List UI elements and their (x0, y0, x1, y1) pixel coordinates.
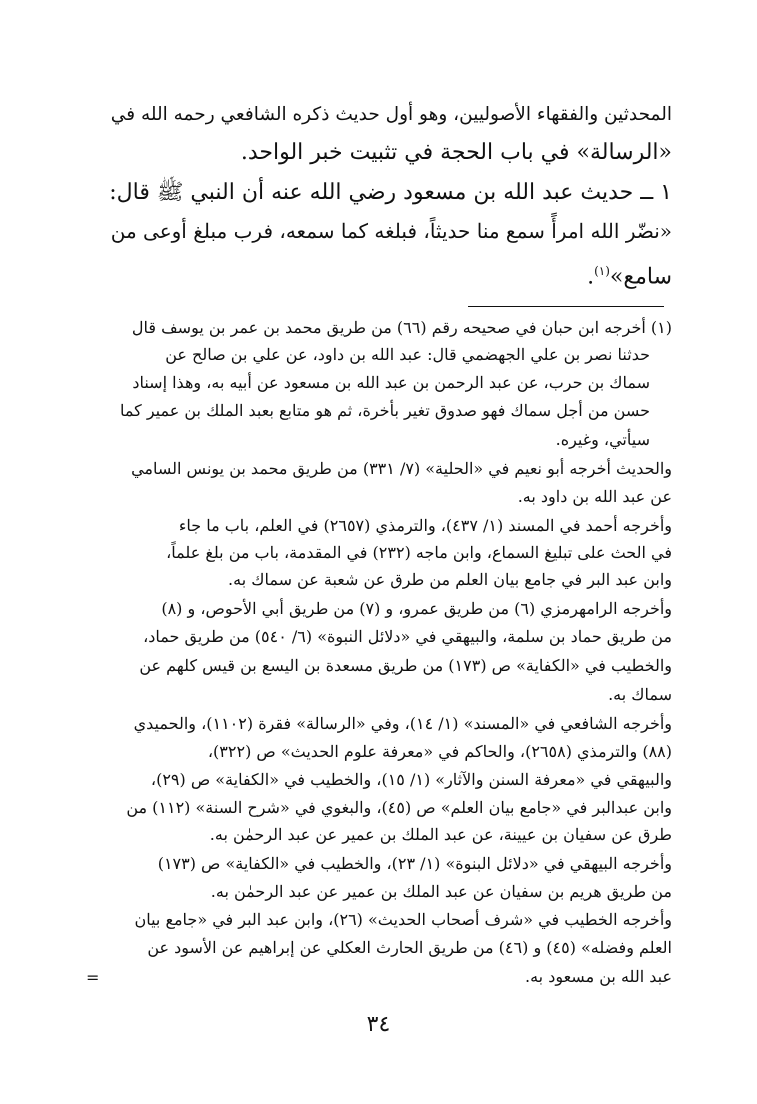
footnote-line: حسن من أجل سماك فهو صدوق تغير بأخرة، ثم هو متابع بعبد الملك بن عمير كما (119, 401, 650, 420)
sentence-period: . (587, 264, 595, 290)
footnote-line: طرق عن سفيان بن عيينة، عن عبد الملك بن عمير عن عبد الرحمٰن به. (209, 825, 672, 844)
footnote-line: سماك به. (608, 685, 672, 704)
page-number: ٣٤ (366, 1012, 391, 1037)
footnote-line: من طريق حماد بن سلمة، والبيهقي في «دلائل النبوة» (٦/ ٥٤٠) من طريق حماد، (143, 627, 672, 646)
footnote-line: في الحث على تبليغ السماع، وابن ماجه (٢٣٢) في المقدمة، باب من بلغ علماً، (166, 543, 672, 562)
footnote-line: عبد الله بن مسعود به. (524, 967, 672, 986)
footnote-line: (٨٨) والترمذي (٢٦٥٨)، والحاكم في «معرفة علوم الحديث» ص (٣٢٢)، (207, 742, 672, 761)
main-text-line: «الرسالة» في باب الحجة في تثبيت خبر الواحد. (240, 140, 672, 165)
footnote-line: وأخرجه أحمد في المسند (١/ ٤٣٧)، والترمذي (٢٦٥٧) في العلم، باب ما جاء (178, 516, 672, 535)
footnote-line: وأخرجه الخطيب في «شرف أصحاب الحديث» (٢٦)، وابن عبد البر في «جامع بيان (134, 910, 672, 929)
footnote-line: وأخرجه البيهقي في «دلائل البنوة» (١/ ٢٣)، والخطيب في «الكفاية» ص (١٧٣) (157, 854, 672, 873)
footnote-line: وابن عبد البر في جامع بيان العلم من طرق عن شعبة عن سماك به. (228, 570, 672, 589)
footnote-line: (١) أخرجه ابن حبان في صحيحه رقم (٦٦) من طريق محمد بن عمر بن يوسف قال (131, 318, 672, 337)
footnote-line: العلم وفضله» (٤٥) و (٤٦) من طريق الحارث العكلي عن إبراهيم عن الأسود عن (147, 938, 672, 957)
main-text-line: المحدثين والفقهاء الأصوليين، وهو أول حديث ذكره الشافعي رحمه الله في (110, 104, 672, 125)
hadith-text-line: «نضّر الله امرأً سمع منا حديثاً، فبلغه كما سمعه، فرب مبلغ أوعى من (110, 219, 672, 243)
footnote-line: والخطيب في «الكفاية» ص (١٧٣) من طريق مسعدة بن اليسع بن قيس كلهم عن (139, 656, 672, 675)
footnote-line: وأخرجه الرامهرمزي (٦) من طريق عمرو، و (٧) من طريق أبي الأحوص، و (٨) (161, 599, 672, 618)
continuation-mark: = (86, 968, 100, 987)
footnote-line: حدثنا نصر بن علي الجهضمي قال: عبد الله بن داود، عن علي بن صالح عن (165, 345, 650, 364)
hadith-text-end: سامع» (609, 264, 672, 290)
footnote-separator (468, 306, 664, 307)
footnote-line: وابن عبدالبر في «جامع بيان العلم» ص (٤٥)، والبغوي في «شرح السنة» (١١٢) من (126, 798, 672, 817)
footnote-line: والحديث أخرجه أبو نعيم في «الحلية» (٧/ ٣٣١) من طريق محمد بن يونس السامي (131, 459, 672, 478)
hadith-heading: ١ ــ حديث عبد الله بن مسعود رضي الله عنه أن النبي ﷺ قال: (109, 180, 672, 205)
footnote-line: عن عبد الله بن داود به. (517, 487, 672, 506)
hadith-text-line (100, 256, 672, 292)
footnote-line: والبيهقي في «معرفة السنن والآثار» (١/ ١٥)، والخطيب في «الكفاية» ص (٢٩)، (150, 770, 672, 789)
footnote-line: سماك بن حرب، عن عبد الرحمن بن عبد الله بن مسعود عن أبيه به، وهذا إسناد (132, 373, 650, 392)
footnote-line: سيأتي، وغيره. (555, 430, 650, 449)
footnote-line: وأخرجه الشافعي في «المسند» (١/ ١٤)، وفي «الرسالة» فقرة (١١٠٢)، والحميدي (133, 714, 672, 733)
footnote-line: من طريق هريم بن سفيان عن عبد الملك بن عمير عن عبد الرحمٰن به. (210, 882, 672, 901)
footnote-reference: (١) (594, 264, 610, 278)
